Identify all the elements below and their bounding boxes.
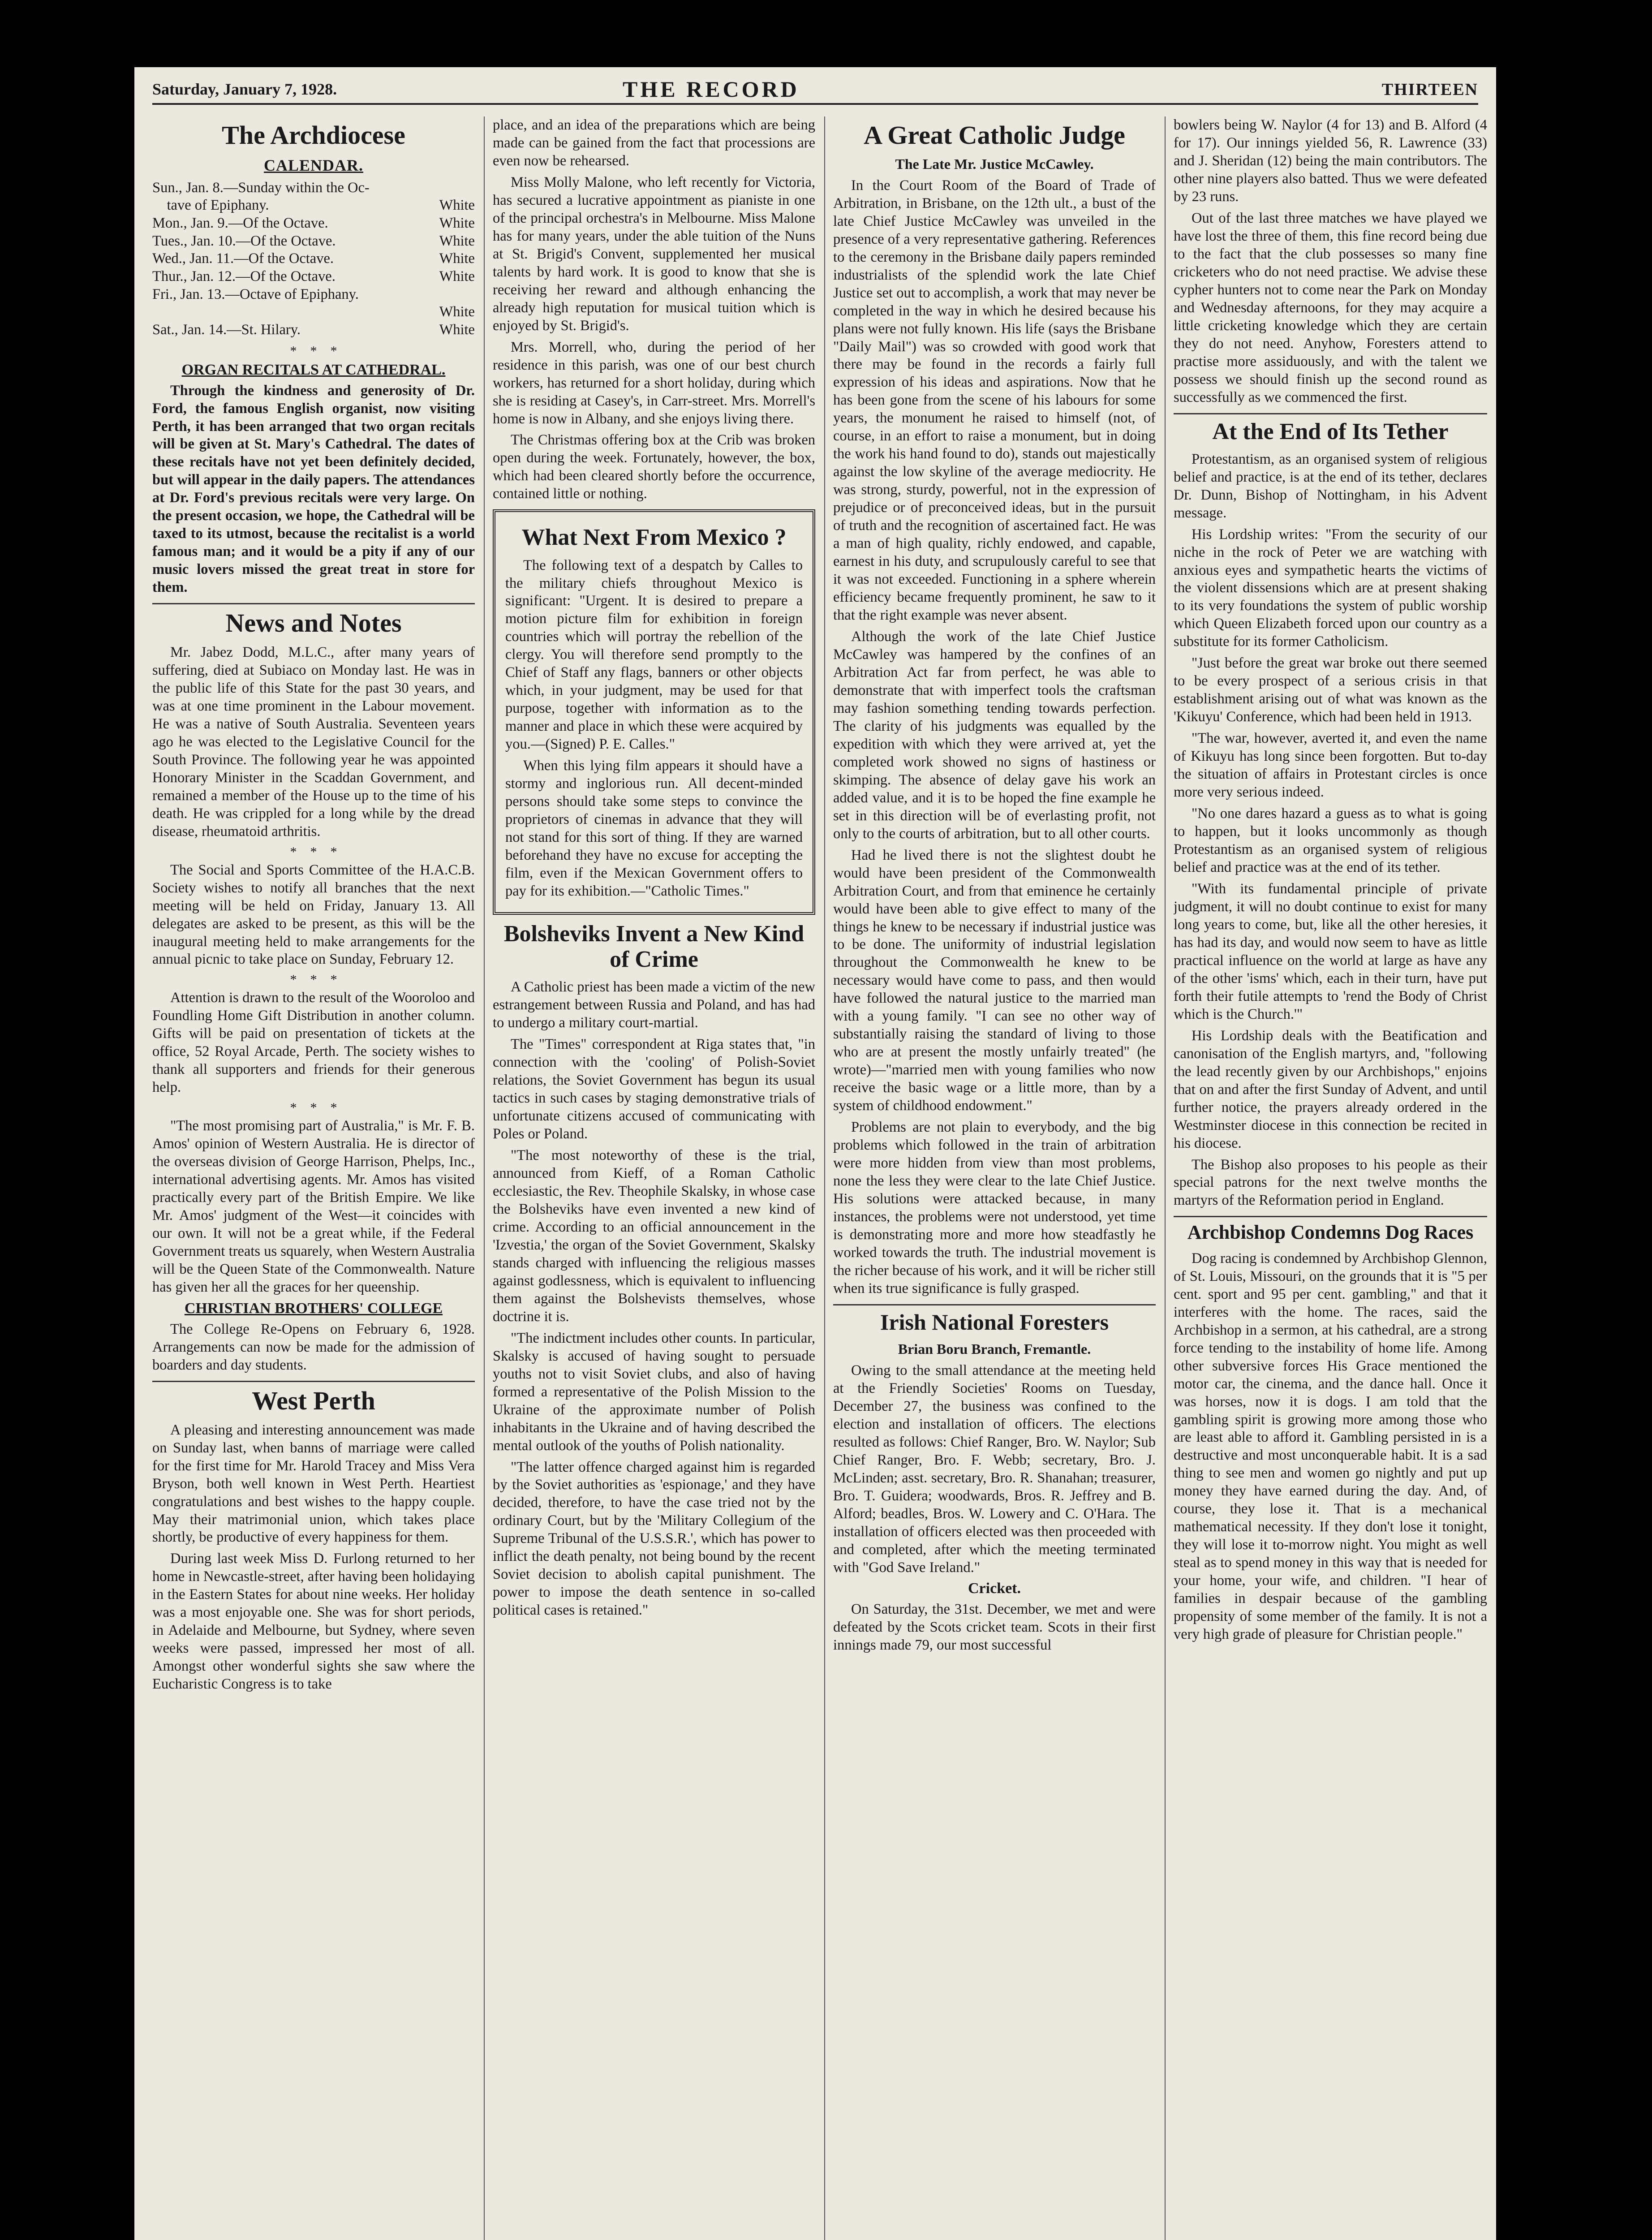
dog-races-heading: Archbishop Condemns Dog Races: [1187, 1221, 1474, 1244]
calendar-row: Tues., Jan. 10.—Of the Octave. White: [152, 233, 475, 249]
mexico-paragraph: When this lying film appears it should have a stormy and inglorious run. All decent-minded persons should take some steps to convince the proprietors of cinemas in advance that they will not stand for this sort of thing. If they are warned beforehand they have no excuse for accepting the film, even if the Mexican Government offers to pay for its exhibition.—"Catholic Times.": [505, 758, 803, 899]
organ-recitals-text: Through the kindness and generosity of Dr. Ford, the famous English organist, now visiting Perth, it has been arranged that two organ recitals will be given at St. Mary's Cathedral. The dates of these recitals have not yet been definitely decided, but will appear in the daily papers. The attendances at Dr. Ford's previous recitals were very large. On the present occasion, we hope, the Cathedral will be taxed to its utmost, because the recitalist is a world famous man; and it would be a pity if any of our music lovers missed the great treat in store for them.: [152, 382, 475, 596]
masthead: [152, 76, 1478, 105]
divider-stars: * * *: [290, 343, 337, 358]
west-perth-heading: West Perth: [252, 1386, 375, 1415]
mexico-paragraph: The following text of a despatch by Calles to the military chiefs throughout Mexico is significant: "Urgent. It is desired to prepare a motion picture film for exhibition in foreign countries which will portray the rebellion of the clergy. You will therefore send promptly to the Chief of Staff any flags, banners or other objects which, in your judgment, may be used for that purpose, together with information as to the manner and place in which these were acquired by you.—(Signed) P. E. Calles.": [505, 557, 803, 753]
west-perth-continued: place, and an idea of the preparations which are being made can be gained from the fact that processions are even now be rehearsed.: [493, 117, 815, 169]
calendar-row: Sun., Jan. 8.—Sunday within the Oc-: [152, 179, 370, 196]
mexico-box: [493, 509, 815, 915]
news-paragraph: Mr. Jabez Dodd, M.L.C., after many years of suffering, died at Subiaco on Monday last. He was in the public life of this State for the past 30 years, and was at one time prominent in the Labour movement. He was a native of South Australia. Seventeen years ago he was elected to the Legislative Council for the South Province. The following year he was appointed Honorary Minister in the Scaddan Government, and remained a member of the House up to the time of his death. He was crippled for a long while by the dread disease, rheumatoid arthritis.: [152, 644, 475, 840]
cricket-heading: Cricket.: [968, 1580, 1021, 1597]
newspaper-page: [134, 67, 1496, 2240]
calendar-row: White: [439, 304, 475, 320]
tether-paragraph: Protestantism, as an organised system of religious belief and practice, is at the end of its tether, declares Dr. Dunn, Bishop of Nottingham, in his Advent message.: [1174, 451, 1487, 521]
section-rule: [1174, 1216, 1487, 1217]
judge-paragraph: In the Court Room of the Board of Trade of Arbitration, in Brisbane, on the 12th ult., a bust of the late Chief Justice McCawley was unveiled in the presence of a very representative gathering. References to the ceremony in the Brisbane daily papers reminded industrialists of the splendid work the late Chief Justice set out to accomplish, a work that may never be completed in the way in which he desired because his plans were not fully known. His life (says the Brisbane "Daily Mail") was so crowded with good work that there may be found in the records a fairly full expression of his ideas and aspirations. Now that he has been gone from the scene of his labours for some years, the monument he raised to himself (not, of course, in an effort to raise a monument, but in doing the work his hand found to do), stands out majestically against the low skyline of the average mediocrity. He was strong, sturdy, powerful, not in the expression of prejudice or of preconceived ideas, but in the pursuit of truth and the recognition of ascertained fact. He was a man of high quality, richly endowed, and capable, earnest in his duty, and scrupulously careful to see that it was not exceeded. Functioning in a sphere wherein efficiency became frequently prominent, he saw to it that the right example was never absent.: [833, 177, 1156, 624]
catholic-judge-subheading: The Late Mr. Justice McCawley.: [895, 155, 1094, 172]
column-2: [493, 116, 815, 2240]
column-rule: [824, 116, 825, 2240]
cricket-paragraph: Out of the last three matches we have played we have lost the three of them, this fine record being due to the fact that the club possesses so many fine cricketers who do not need practise. We advise these cypher hunters not to come near the Park on Monday and Wednesday afternoons, for they may acquire a little cricketing knowledge which they are certain they do not need. Anyhow, Foresters attend to practise more assiduously, and with the talent we possess we should finish up the second round as successfully as we commenced the first.: [1174, 210, 1487, 405]
column-3: [833, 116, 1156, 2240]
tether-paragraph: His Lordship writes: "From the security of our niche in the rock of Peter we are watching with anxious eyes and sympathetic hearts the victims of the violent dissensions which are at present shaking to its very foundations the system of public worship which Queen Elizabeth forced upon our country as a substitute for its former Catholicism.: [1174, 526, 1487, 650]
calendar-list: [152, 179, 475, 339]
bolsheviks-paragraph: "The latter offence charged against him is regarded by the Soviet authorities as 'espionage,' and they have decided, therefore, to have the case tried not by the ordinary Court, but by the 'Military Collegium of the Supreme Tribunal of the U.S.S.R.', which has power to inflict the death penalty, not being bound by the recent Soviet decision to abolish capital punishment. The power to impose the death sentence in so-called political cases is retained.": [493, 1459, 815, 1619]
cricket-continued: bowlers being W. Naylor (4 for 13) and B. Alford (4 for 17). Our innings yielded 56, R. Lawrence (33) and J. Sheridan (12) being the main contributors. The other nine players also batted. Thus we were defeated by 23 runs.: [1174, 117, 1487, 205]
news-paragraph: The Social and Sports Committee of the H.A.C.B. Society wishes to notify all branches that the next meeting will be held on Friday, January 13. All delegates are asked to be present, as this will be the inaugural meeting held to make arrangements for the annual picnic to take place on Sunday, February 12.: [152, 862, 475, 968]
calendar-row: Wed., Jan. 11.—Of the Octave. White: [152, 250, 475, 267]
newspaper-title: THE RECORD: [623, 77, 800, 102]
irish-foresters-heading: Irish National Foresters: [880, 1309, 1109, 1335]
calendar-row: Fri., Jan. 13.—Octave of Epiphany.: [152, 286, 359, 302]
bolsheviks-paragraph: The "Times" correspondent at Riga states that, "in connection with the 'cooling' of Polish-Soviet relations, the Soviet Government has begun its usual tactics in such cases by staging demonstrative trials of unfortunate citizens accused of communicating with Poles or Poland.: [493, 1036, 815, 1142]
judge-paragraph: Although the work of the late Chief Justice McCawley was hampered by the confines of an Arbitration Act far from perfect, he was able to demonstrate that with imperfect tools the craftsman may fashion something tending towards perfection. The clarity of his judgments was equalled by the expedition with which they were arrived at, yet the completed work showed no signs of hastiness or skimping. The absence of delay gave his work an added value, and it is to be hoped the fine example he set in this direction will be of everlasting profit, not only to the courts of arbitration, but to all other courts.: [833, 629, 1156, 842]
organ-recitals-heading: ORGAN RECITALS AT CATHEDRAL.: [181, 361, 446, 378]
calendar-row: Mon., Jan. 9.—Of the Octave. White: [152, 215, 475, 232]
column-rule: [1165, 116, 1166, 2240]
news-and-notes-heading: News and Notes: [225, 608, 402, 638]
tether-paragraph: "No one dares hazard a guess as to what is going to happen, but it looks uncommonly as though Protestantism as an organised system of religious belief and practice was at the end of its tether.: [1174, 806, 1487, 875]
calendar-row: Thur., Jan. 12.—Of the Octave. White: [152, 268, 475, 284]
christian-brothers-heading: CHRISTIAN BROTHERS' COLLEGE: [184, 1300, 443, 1317]
calendar-row: tave of Epiphany. White: [152, 197, 475, 214]
catholic-judge-heading: A Great Catholic Judge: [864, 121, 1125, 150]
issue-date: Saturday, January 7, 1928.: [152, 80, 337, 98]
cricket-paragraph: On Saturday, the 31st. December, we met and were defeated by the Scots cricket team. Scots in their first innings made 79, our most successful: [833, 1601, 1156, 1654]
column-4: [1174, 116, 1487, 2240]
irish-foresters-subheading: Brian Boru Branch, Fremantle.: [898, 1340, 1091, 1357]
archdiocese-heading: The Archdiocese: [222, 121, 405, 150]
mexico-heading: What Next From Mexico ?: [521, 525, 787, 551]
bolsheviks-paragraph: "The most noteworthy of these is the trial, announced from Kieff, of a Roman Catholic ecclesiastic, the Rev. Theophile Skalsky, in whose case the Bolsheviks have even invented a new kind of crime. According to an official announcement in the 'Izvestia,' the organ of the Soviet Government, Skalsky stands charged with influencing the religious masses against godlessness, which is equivalent to influencing them against the Bolshevists themselves, whose doctrine it is.: [493, 1147, 815, 1325]
west-perth-paragraph: Miss Molly Malone, who left recently for Victoria, has secured a lucrative appointment as pianiste in one of the principal orchestra's in Melbourne. Miss Malone has for many years, under the able tuition of the Nuns at St. Brigid's Convent, supplemented her musical talents by hard work. It is good to know that she is receiving her reward and although enhancing the already high reputation for musical tuition which is enjoyed by St. Brigid's.: [493, 174, 815, 334]
section-rule: [1174, 413, 1487, 414]
west-perth-paragraph: Mrs. Morrell, who, during the period of her residence in this parish, was one of our best church workers, has returned for a short holiday, during which she is residing at Casey's, in Carr-street. Mrs. Morrell's home is now in Albany, and she enjoys living there.: [493, 339, 815, 427]
tether-paragraph: The Bishop also proposes to his people as their special patrons for the next twelve months the martyrs of the Reformation period in England.: [1174, 1156, 1487, 1209]
news-paragraph: "The most promising part of Australia," is Mr. F. B. Amos' opinion of Western Australia. He is director of the overseas division of George Harrison, Phelps, Inc., international advertising agents. Mr. Amos has visited practically every part of the British Empire. We like Mr. Amos' judgment of the West—it coincides with our own. It will not be a great while, if the Federal Government treats us squarely, when Western Australia will be the Queen State of the Commonwealth. Nature has given her all the graces for her queenship.: [152, 1118, 475, 1295]
tether-paragraph: "Just before the great war broke out there seemed to be every prospect of a serious crisis in that establishment arising out of what was known as the 'Kikuyu' Conference, which had been held in 1913.: [1174, 655, 1487, 725]
bolsheviks-paragraph: "The indictment includes other counts. In particular, Skalsky is accused of having sought to persuade youths not to visit Soviet clubs, and also of having formed a representative of the Polish Mission to the Ukraine of the approximate number of Polish inhabitants in the Ukraine and of having described the mental outlook of the youths of Polish nationality.: [493, 1330, 815, 1454]
tether-paragraph: "The war, however, averted it, and even the name of Kikuyu has long since been forgotten. But to-day the situation of affairs in Protestant circles is once more very serious indeed.: [1174, 730, 1487, 801]
west-perth-paragraph: A pleasing and interesting announcement was made on Sunday last, when banns of marriage were called for the first time for Mr. Harold Tracey and Miss Vera Bryson, both well known in West Perth. Heartiest congratulations and best wishes to the happy couple. May their matrimonial union, which takes place shortly, be productive of every happiness for them.: [152, 1422, 475, 1546]
west-perth-paragraph: The Christmas offering box at the Crib was broken open during the week. Fortunately, however, the box, which had been cleared shortly before the occurrence, contained little or nothing.: [493, 432, 815, 502]
foresters-paragraph: Owing to the small attendance at the meeting held at the Friendly Societies' Rooms on Tuesday, December 27, the business was confined to the election and installation of officers. The elections resulted as follows: Chief Ranger, Bro. W. Naylor; Sub Chief Ranger, Bro. F. Webb; secretary, Bro. J. McLinden; asst. secretary, Bro. R. Shanahan; treasurer, Bro. T. Guidera; woodwards, Bros. R. Jeffrey and B. Alford; beadles, Bros. W. Lowery and C. O'Hara. The installation of officers elected was then proceeded with and completed, after which the meeting terminated with "God Save Ireland.": [833, 1362, 1156, 1576]
column-rule: [484, 116, 485, 2240]
divider-stars: * * *: [290, 844, 337, 859]
divider-stars: * * *: [290, 972, 337, 987]
christian-brothers-text: The College Re-Opens on February 6, 1928. Arrangements can now be made for the admission of boarders and day students.: [152, 1321, 475, 1373]
page-number: THIRTEEN: [1381, 80, 1478, 99]
tether-paragraph: His Lordship deals with the Beatification and canonisation of the English martyrs, and, "following the lead recently given by our Archbishops," enjoins that on and after the first Sunday of Advent, and until further notice, the prayers already ordered in the Westminster diocese in this connection be recited in his diocese.: [1174, 1027, 1487, 1151]
judge-paragraph: Had he lived there is not the slightest doubt he would have been president of the Commonwealth Arbitration Court, and from that eminence he certainly would have been able to give effect to many of the things he knew to be necessary if industrial justice was to be done. The uniformity of industrial legislation throughout the Commonwealth he knew to be necessary would have come to pass, and then would have followed the natural justice to the married man with a young family. "I can see no other way of substantially raising the standard of living to those who are at present the mostly unfairly treated" (he wrote)—"married men with young families who now receive the basic wage or a little more, than by a system of childhood endowment.": [833, 847, 1156, 1114]
news-paragraph: Attention is drawn to the result of the Wooroloo and Foundling Home Gift Distribution in another column. Gifts will be paid on presentation of tickets at the office, 52 Royal Arcade, Perth. The society wishes to thank all supporters and friends for their generous help.: [152, 990, 475, 1096]
tether-paragraph: "With its fundamental principle of private judgment, it will no doubt continue to exist for many long years to come, but, like all the other heresies, it has had its day, and would now seem to have as little practical influence on the world at large as have any of the other 'isms' which, each in their turn, have put forth their futile attempts to 'rend the Body of Christ which is the Church.'": [1174, 880, 1487, 1022]
bolsheviks-heading: Bolsheviks Invent a New Kind of Crime: [503, 921, 804, 973]
calendar-heading: CALENDAR.: [263, 156, 363, 174]
section-rule: [833, 1304, 1156, 1305]
bolsheviks-paragraph: A Catholic priest has been made a victim of the new estrangement between Russia and Poland, and has had to undergo a military court-martial.: [493, 979, 815, 1031]
west-perth-paragraph: During last week Miss D. Furlong returned to her home in Newcastle-street, after having been holidaying in the Eastern States for about nine weeks. Her holiday was a most enjoyable one. She was for short periods, in Adelaide and Melbourne, but Sydney, where seven weeks were passed, impressed her most of all. Amongst other wonderful sights she saw where the Eucharistic Congress is to take: [152, 1551, 475, 1693]
dog-races-paragraph: Dog racing is condemned by Archbishop Glennon, of St. Louis, Missouri, on the grounds that it is "5 per cent. sport and 95 per cent. gambling," and that it interferes with the home. The races, said the Archbishop in a sermon, at his cathedral, are a strong force tending to the instability of home life. Among other subversive forces His Grace mentioned the motor car, the cinema, and the dance hall. Once it was horses, now it is dogs. I am told that the gambling spirit is growing more among those who are least able to afford it. Gambling persisted in is a destructive and most unconquerable habit. It is a sad thing to see men and women go nightly and put up money they have earned during the day. And, of course, they lose it. That is a mechanical mathematical necessity. If they don't lose it tonight, they will lose it to-morrow night. You might as well steal as to spend money in this way that is needed for your home, your wife, and children. "I hear of families in despair because of the gambling propensity of some member of the family. It is not a very high grade of pleasure for Christian people.": [1174, 1250, 1487, 1643]
judge-paragraph: Problems are not plain to everybody, and the big problems which followed in the train of arbitration were more hidden from view than most problems, none the less they were clear to the late Chief Justice. His solutions were attacked because, in many instances, the problems were not understood, yet time is demonstrating more and more how steadfastly he worked towards the truth. The industrial movement is the richer because of his work, and it will be richer still when its true significance is fully grasped.: [833, 1119, 1156, 1297]
calendar-row: Sat., Jan. 14.—St. Hilary. White: [152, 321, 475, 338]
section-rule: [152, 1381, 475, 1382]
column-1: [152, 116, 475, 2240]
divider-stars: * * *: [290, 1100, 337, 1116]
section-rule: [152, 603, 475, 604]
end-of-tether-heading: At the End of Its Tether: [1212, 418, 1449, 444]
